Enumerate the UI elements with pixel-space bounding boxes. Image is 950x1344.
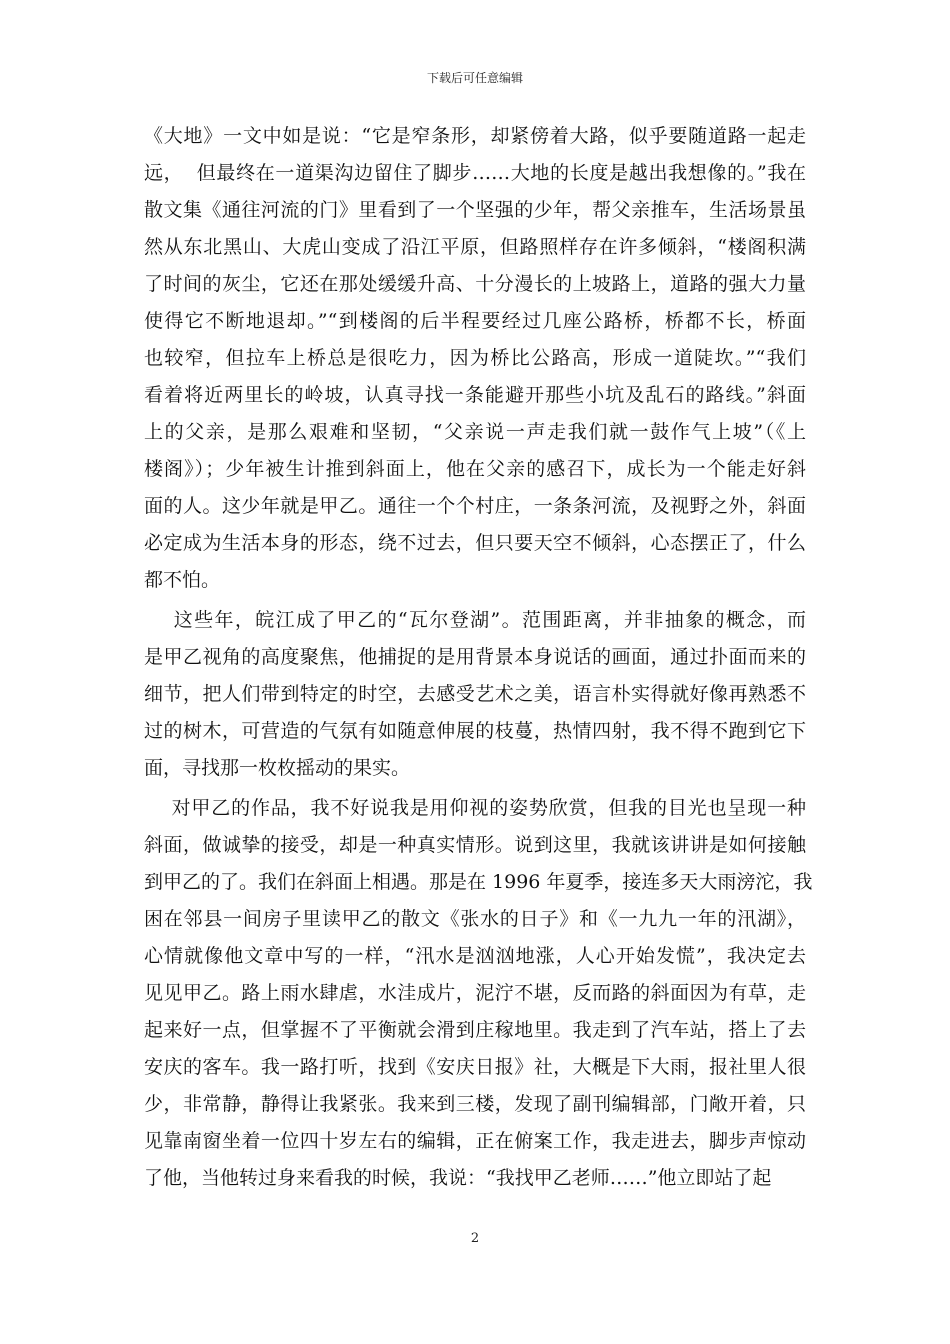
text-line: 远， 但最终在一道渠沟边留住了脚步……大地的长度是越出我想像的。”我在 — [144, 162, 806, 184]
text-line: 斜面，做诚挚的接受，却是一种真实情形。说到这里，我就该讲讲是如何接触 — [144, 834, 806, 856]
text-line: 使得它不断地退却。”“到楼阁的后半程要经过几座公路桥，桥都不长，桥面 — [144, 310, 806, 332]
text-line: 起来好一点，但掌握不了平衡就会滑到庄稼地里。我走到了汽车站，搭上了去 — [144, 1019, 806, 1041]
page-number: 2 — [470, 1231, 480, 1246]
text-line: 是甲乙视角的高度聚焦，他捕捉的是用背景本身说话的画面，通过扑面而来的 — [144, 646, 806, 668]
body-text — [144, 118, 813, 1200]
paragraph — [144, 602, 806, 787]
text-line: 上的父亲，是那么艰难和坚韧，“父亲说一声走我们就一鼓作气上坡”（《上 — [144, 421, 806, 443]
text-line: 然从东北黑山、大虎山变成了沿江平原，但路照样存在许多倾斜，“楼阁积满 — [144, 236, 806, 258]
paragraph — [144, 118, 806, 599]
text-line: 面，寻找那一枚枚摇动的果实。 — [144, 757, 411, 779]
text-line: 都不怕。 — [144, 569, 221, 591]
text-line: 了时间的灰尘，它还在那处缓缓升高、十分漫长的上坡路上，道路的强大力量 — [144, 273, 806, 295]
text-line: 见见甲乙。路上雨水肆虐，水洼成片，泥泞不堪，反而路的斜面因为有草，走 — [144, 982, 806, 1004]
text-line: 《大地》一文中如是说：“它是窄条形，却紧傍着大路，似乎要随道路一起走 — [144, 125, 806, 147]
paragraph — [144, 790, 813, 1197]
text-line: 见靠南窗坐着一位四十岁左右的编辑，正在俯案工作，我走进去，脚步声惊动 — [144, 1130, 806, 1152]
text-line: 少，非常静，静得让我紧张。我来到三楼，发现了副刊编辑部，门敞开着，只 — [144, 1093, 806, 1115]
text-line: 这些年，皖江成了甲乙的“瓦尔登湖”。范围距离，并非抽象的概念，而 — [144, 609, 806, 631]
text-line: 安庆的客车。我一路打听，找到《安庆日报》社，大概是下大雨，报社里人很 — [144, 1056, 806, 1078]
text-line: 了他，当他转过身来看我的时候，我说：“我找甲乙老师……”他立即站了起 — [144, 1167, 772, 1189]
text-line: 对甲乙的作品，我不好说我是用仰视的姿势欣赏，但我的目光也呈现一种 — [144, 797, 806, 819]
text-line: 也较窄，但拉车上桥总是很吃力，因为桥比公路高，形成一道陡坎。”“我们 — [144, 347, 806, 369]
text-line: 心情就像他文章中写的一样，“汛水是汹汹地涨，人心开始发慌”，我决定去 — [144, 945, 806, 967]
text-line: 面的人。这少年就是甲乙。通往一个个村庄，一条条河流，及视野之外，斜面 — [144, 495, 806, 517]
text-line: 看着将近两里长的岭坡，认真寻找一条能避开那些小坑及乱石的路线。”斜面 — [144, 384, 806, 406]
page-header: 下载后可任意编辑 — [426, 71, 523, 85]
text-line: 必定成为生活本身的形态，绕不过去，但只要天空不倾斜，心态摆正了，什么 — [144, 532, 806, 554]
text-line: 散文集《通往河流的门》里看到了一个坚强的少年，帮父亲推车，生活场景虽 — [144, 199, 806, 221]
text-line: 困在邻县一间房子里读甲乙的散文《张水的日子》和《一九九一年的汛湖》， — [144, 908, 806, 930]
text-line: 过的树木，可营造的气氛有如随意伸展的枝蔓，热情四射，我不得不跑到它下 — [144, 720, 806, 742]
text-line: 到甲乙的了。我们在斜面上相遇。那是在 1996 年夏季，接连多天大雨滂沱，我 — [144, 871, 813, 893]
text-line: 细节，把人们带到特定的时空，去感受艺术之美，语言朴实得就好像再熟悉不 — [144, 683, 806, 705]
text-line: 楼阁》）；少年被生计推到斜面上，他在父亲的感召下，成长为一个能走好斜 — [144, 458, 806, 480]
